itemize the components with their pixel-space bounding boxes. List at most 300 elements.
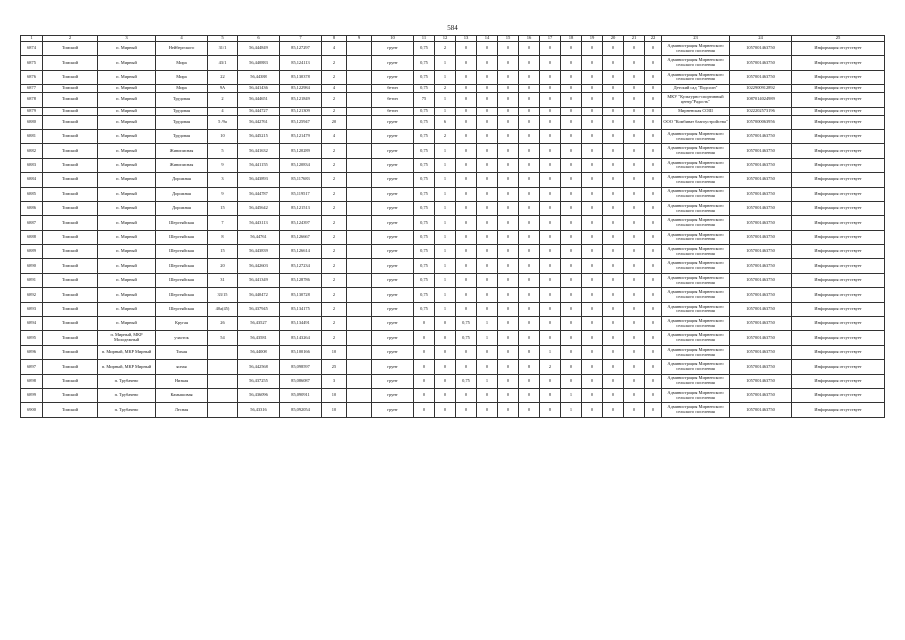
table-cell xyxy=(347,201,372,215)
table-cell: 4 xyxy=(322,129,347,143)
table-cell: 6 xyxy=(435,115,456,129)
page-number: 584 xyxy=(447,24,458,32)
table-cell: 56,445642 xyxy=(238,201,280,215)
table-cell: п. Мирный xyxy=(98,216,156,230)
table-cell: 0 xyxy=(477,288,498,302)
table-cell: Информация отсутствует xyxy=(792,288,885,302)
table-cell: 0 xyxy=(456,259,477,273)
table-cell: 2 xyxy=(435,129,456,143)
table-cell: 0 xyxy=(645,93,662,107)
table-cell: 0 xyxy=(498,245,519,259)
table-cell: 6879 xyxy=(21,107,43,115)
table-cell: 0 xyxy=(519,331,540,345)
table-row xyxy=(21,288,885,302)
table-cell xyxy=(347,288,372,302)
column-header: 22 xyxy=(645,36,662,42)
table-cell: 0 xyxy=(477,345,498,359)
table-cell: 0,75 xyxy=(414,259,435,273)
table-cell: 0 xyxy=(624,273,645,287)
table-cell: 0 xyxy=(498,216,519,230)
table-cell: Администрация Мирненского сельского поселения xyxy=(662,70,730,84)
table-row xyxy=(21,107,885,115)
table-cell: 1057001463750 xyxy=(730,345,792,359)
table-cell: 56,437945 xyxy=(238,302,280,316)
table-cell: 0 xyxy=(540,107,561,115)
table-cell: Информация отсутствует xyxy=(792,42,885,56)
table-cell: 0 xyxy=(582,302,603,316)
table-cell: 0 xyxy=(582,42,603,56)
table-cell: 2 xyxy=(322,216,347,230)
table-cell: 56,440472 xyxy=(238,288,280,302)
table-cell: 85,120834 xyxy=(280,158,322,172)
table-cell: 6889 xyxy=(21,245,43,259)
table-cell: 85,130378 xyxy=(280,70,322,84)
table-cell: 0 xyxy=(456,42,477,56)
table-cell: 0 xyxy=(456,187,477,201)
table-row xyxy=(21,360,885,374)
table-cell: 56,443893 xyxy=(238,173,280,187)
table-cell: 85,125947 xyxy=(280,115,322,129)
table-cell: 0 xyxy=(456,388,477,402)
table-cell: 1057001463750 xyxy=(730,403,792,417)
table-cell: 2 xyxy=(322,259,347,273)
table-cell: 8 xyxy=(208,230,238,244)
table-cell: 0 xyxy=(435,360,456,374)
table-cell xyxy=(347,374,372,388)
table-cell: п. Мирный xyxy=(98,302,156,316)
table-cell: 0,75 xyxy=(414,230,435,244)
table-cell: 56,445215 xyxy=(238,129,280,143)
table-cell: 56,437255 xyxy=(238,374,280,388)
table-cell: 0 xyxy=(603,273,624,287)
table-cell: 0 xyxy=(498,56,519,70)
table-cell: 0 xyxy=(456,70,477,84)
table-cell: 8 xyxy=(519,345,540,359)
table-cell: 0 xyxy=(540,70,561,84)
table-cell: 20 xyxy=(322,115,347,129)
table-cell: 0 xyxy=(456,201,477,215)
table-cell: 0 xyxy=(477,302,498,316)
table-cell: 1 xyxy=(435,56,456,70)
table-cell: Информация отсутствует xyxy=(792,129,885,143)
table-cell: грунт xyxy=(372,115,414,129)
table-cell: 15 xyxy=(208,245,238,259)
table-cell: 0 xyxy=(456,403,477,417)
table-cell: 0 xyxy=(498,273,519,287)
table-cell: 6878 xyxy=(21,93,43,107)
table-cell: 4 xyxy=(322,85,347,93)
table-cell: Администрация Мирненского сельского поселения xyxy=(662,360,730,374)
table-cell xyxy=(347,388,372,402)
table-cell: 56,443113 xyxy=(238,216,280,230)
table-cell: 0 xyxy=(456,85,477,93)
table-cell: грунт xyxy=(372,173,414,187)
table-cell xyxy=(347,158,372,172)
table-cell: 6895 xyxy=(21,331,43,345)
table-cell: Информация отсутствует xyxy=(792,230,885,244)
table-cell: 0 xyxy=(582,230,603,244)
table-cell: 0 xyxy=(624,216,645,230)
table-cell: 1057001463750 xyxy=(730,317,792,331)
table-cell: п. Мирный xyxy=(98,93,156,107)
table-cell: 6894 xyxy=(21,317,43,331)
table-cell: 0 xyxy=(603,302,624,316)
table-cell: Администрация Мирненского сельского поселения xyxy=(662,288,730,302)
table-cell: 0 xyxy=(582,201,603,215)
table-cell: п. Мирный, МКР Мирный xyxy=(98,345,156,359)
table-cell: 0 xyxy=(540,173,561,187)
table-cell: 1 xyxy=(435,144,456,158)
table-cell: 0,75 xyxy=(414,158,435,172)
table-cell: 0 xyxy=(624,42,645,56)
table-cell: 0 xyxy=(498,288,519,302)
table-cell: 6888 xyxy=(21,230,43,244)
table-cell: Мира xyxy=(156,56,208,70)
table-cell: 2 xyxy=(540,360,561,374)
column-header: 1 xyxy=(21,36,43,42)
table-cell: 0 xyxy=(645,374,662,388)
table-cell: 0 xyxy=(645,388,662,402)
table-cell: 0 xyxy=(498,388,519,402)
table-cell: 0 xyxy=(498,317,519,331)
table-cell: п. Мирный xyxy=(98,273,156,287)
table-cell: Информация отсутствует xyxy=(792,201,885,215)
table-cell: 3 xyxy=(208,173,238,187)
table-cell: п. Мирный xyxy=(98,129,156,143)
table-cell: 9А xyxy=(208,85,238,93)
table-cell: 0 xyxy=(519,388,540,402)
table-cell: 1 xyxy=(561,403,582,417)
table-cell: 1 xyxy=(435,245,456,259)
table-cell xyxy=(347,360,372,374)
table-row xyxy=(21,245,885,259)
table-cell: 0 xyxy=(540,331,561,345)
table-cell: 1 xyxy=(435,288,456,302)
table-cell: Дорожная xyxy=(156,173,208,187)
table-cell: 6877 xyxy=(21,85,43,93)
table-cell: участок xyxy=(156,331,208,345)
table-cell: 1 xyxy=(435,273,456,287)
table-cell: 1057001463750 xyxy=(730,360,792,374)
column-header: 6 xyxy=(238,36,280,42)
table-cell: 0 xyxy=(603,216,624,230)
table-cell: 56,441155 xyxy=(238,158,280,172)
table-cell: 0 xyxy=(645,230,662,244)
table-cell: 85,124397 xyxy=(280,216,322,230)
table-cell: Томский xyxy=(43,93,98,107)
table-cell: 0 xyxy=(477,403,498,417)
table-cell: п. Мирный xyxy=(98,230,156,244)
table-cell: 1057001463750 xyxy=(730,173,792,187)
table-cell: 31/1 xyxy=(208,42,238,56)
table-cell: 2 xyxy=(208,93,238,107)
table-cell: 0 xyxy=(645,245,662,259)
table-cell: 5 xyxy=(208,144,238,158)
table-cell: 56,44008 xyxy=(238,345,280,359)
table-cell: 0 xyxy=(561,85,582,93)
table-cell: Администрация Мирненского сельского поселения xyxy=(662,388,730,402)
table-cell: 0 xyxy=(561,317,582,331)
table-cell: 2 xyxy=(322,107,347,115)
table-cell: 0 xyxy=(477,216,498,230)
table-cell: 0 xyxy=(477,187,498,201)
table-cell: 0 xyxy=(603,288,624,302)
table-cell: 0 xyxy=(540,216,561,230)
table-cell: п. Мирный xyxy=(98,56,156,70)
table-cell: 0 xyxy=(519,317,540,331)
table-cell: 0,75 xyxy=(414,107,435,115)
table-cell: 0 xyxy=(561,288,582,302)
table-cell: 0 xyxy=(540,317,561,331)
table-cell: Информация отсутствует xyxy=(792,158,885,172)
table-cell xyxy=(347,273,372,287)
table-cell: 0 xyxy=(645,331,662,345)
table-cell: 0 xyxy=(414,360,435,374)
table-cell: 0 xyxy=(477,144,498,158)
table-cell: 0 xyxy=(603,93,624,107)
table-row xyxy=(21,187,885,201)
table-cell: 2 xyxy=(322,158,347,172)
table-cell: 6874 xyxy=(21,42,43,56)
table-cell: 0 xyxy=(477,201,498,215)
table-cell: 0 xyxy=(624,115,645,129)
table-cell: 0 xyxy=(645,403,662,417)
table-cell: 0 xyxy=(561,93,582,107)
table-cell: 56,441349 xyxy=(238,273,280,287)
table-cell: 0 xyxy=(477,129,498,143)
table-cell: 1057001463750 xyxy=(730,388,792,402)
table-cell: 0 xyxy=(624,374,645,388)
table-cell: 1 xyxy=(477,374,498,388)
table-cell: 0 xyxy=(498,42,519,56)
table-cell: 85,120289 xyxy=(280,144,322,158)
table-cell xyxy=(208,403,238,417)
table-cell: 10 xyxy=(208,129,238,143)
table-cell: 0 xyxy=(519,107,540,115)
table-cell: грунт xyxy=(372,360,414,374)
table-cell: 0 xyxy=(561,70,582,84)
table-cell: 0 xyxy=(519,273,540,287)
table-cell: 56,444787 xyxy=(238,187,280,201)
table-cell: 6898 xyxy=(21,374,43,388)
table-cell: 85,117683 xyxy=(280,173,322,187)
table-cell: 56,444727 xyxy=(238,107,280,115)
table-row xyxy=(21,158,885,172)
table-cell: 56,442761 xyxy=(238,115,280,129)
table-cell: 0 xyxy=(582,187,603,201)
table-cell: Администрация Мирненского сельского поселения xyxy=(662,158,730,172)
table-cell: 0 xyxy=(540,245,561,259)
table-cell: 0 xyxy=(456,129,477,143)
table-cell: 56,442568 xyxy=(238,360,280,374)
table-cell: 0 xyxy=(477,42,498,56)
table-cell: 6900 xyxy=(21,403,43,417)
table-row xyxy=(21,93,885,107)
table-cell: Администрация Мирненского сельского поселения xyxy=(662,42,730,56)
table-cell: 1 xyxy=(435,93,456,107)
table-cell: 6880 xyxy=(21,115,43,129)
table-cell: 0,75 xyxy=(414,245,435,259)
table-cell: 85,098597 xyxy=(280,360,322,374)
table-cell: 0 xyxy=(603,259,624,273)
column-header: 10 xyxy=(372,36,414,42)
table-cell: 0 xyxy=(645,273,662,287)
table-cell: 8 xyxy=(540,403,561,417)
table-cell: 56,43316 xyxy=(238,403,280,417)
table-cell: 85,126667 xyxy=(280,230,322,244)
table-cell: Информация отсутствует xyxy=(792,85,885,93)
table-cell: 1057001463750 xyxy=(730,201,792,215)
table-cell xyxy=(347,42,372,56)
table-cell: 85,134175 xyxy=(280,302,322,316)
table-cell: 1057001463750 xyxy=(730,288,792,302)
registry-table xyxy=(20,35,885,418)
table-cell: 0 xyxy=(456,115,477,129)
table-row xyxy=(21,374,885,388)
table-row xyxy=(21,317,885,331)
table-cell: 0 xyxy=(624,107,645,115)
table-cell: 0 xyxy=(582,93,603,107)
table-cell: 56,444849 xyxy=(238,42,280,56)
table-cell: Трудовая xyxy=(156,93,208,107)
table-row xyxy=(21,216,885,230)
table-cell: ООО "Комбинат благоустройства" xyxy=(662,115,730,129)
table-cell: Живописная xyxy=(156,158,208,172)
table-cell: 0 xyxy=(477,56,498,70)
table-cell: 85,143264 xyxy=(280,331,322,345)
table-cell: 56,44761 xyxy=(238,230,280,244)
table-cell: 0 xyxy=(645,259,662,273)
table-cell: 0 xyxy=(456,56,477,70)
table-cell: 1057001463750 xyxy=(730,129,792,143)
table-cell: 0 xyxy=(645,216,662,230)
table-cell: Шерстяйская xyxy=(156,302,208,316)
table-cell: 0 xyxy=(645,317,662,331)
table-cell: 1 xyxy=(435,107,456,115)
table-cell: грунт xyxy=(372,230,414,244)
table-cell: 0 xyxy=(582,388,603,402)
table-cell xyxy=(347,403,372,417)
table-cell: 10 xyxy=(322,403,347,417)
table-cell: п. Мирный xyxy=(98,245,156,259)
table-cell: 85,130728 xyxy=(280,288,322,302)
table-cell: 0 xyxy=(540,187,561,201)
table-cell: 0 xyxy=(561,302,582,316)
table-cell: грунт xyxy=(372,259,414,273)
table-cell: 0 xyxy=(456,245,477,259)
column-header: 9 xyxy=(347,36,372,42)
table-cell: 0 xyxy=(582,259,603,273)
table-cell: 0 xyxy=(624,230,645,244)
table-cell: 9 xyxy=(208,158,238,172)
table-cell: 0 xyxy=(582,360,603,374)
table-cell: 0,75 xyxy=(414,42,435,56)
column-header: 5 xyxy=(208,36,238,42)
table-cell: 0 xyxy=(477,360,498,374)
table-cell: 0 xyxy=(624,245,645,259)
table-cell: 1057001463750 xyxy=(730,331,792,345)
table-cell: Трудовая xyxy=(156,115,208,129)
table-cell: 0 xyxy=(582,288,603,302)
table-cell: 0 xyxy=(624,173,645,187)
table-row xyxy=(21,302,885,316)
table-row xyxy=(21,70,885,84)
table-cell: 0 xyxy=(456,230,477,244)
table-cell: 9 xyxy=(208,187,238,201)
table-cell: 2 xyxy=(322,144,347,158)
table-cell: 0 xyxy=(456,144,477,158)
table-cell: 1 xyxy=(435,201,456,215)
table-cell: Томский xyxy=(43,403,98,417)
table-cell: 0 xyxy=(498,93,519,107)
table-cell: 0 xyxy=(456,345,477,359)
table-cell: 0 xyxy=(645,187,662,201)
table-cell: 0 xyxy=(645,85,662,93)
table-cell: Информация отсутствует xyxy=(792,107,885,115)
table-cell: 0 xyxy=(435,403,456,417)
table-cell xyxy=(347,230,372,244)
table-cell: 1057001463750 xyxy=(730,56,792,70)
table-cell: 0 xyxy=(561,331,582,345)
table-cell: 0,75 xyxy=(414,129,435,143)
table-cell: 0 xyxy=(624,158,645,172)
table-row xyxy=(21,129,885,143)
table-cell: 0 xyxy=(561,144,582,158)
table-cell: грунт xyxy=(372,345,414,359)
table-cell: 0 xyxy=(561,129,582,143)
table-cell: п. Мирный, МКР Мирный xyxy=(98,360,156,374)
table-cell: 0 xyxy=(498,374,519,388)
table-cell: 1057001463750 xyxy=(730,374,792,388)
table-cell: 56,440883 xyxy=(238,56,280,70)
table-cell: Мира xyxy=(156,70,208,84)
table-cell: 6885 xyxy=(21,187,43,201)
table-cell: 1057001463750 xyxy=(730,158,792,172)
table-cell: Администрация Мирненского сельского поселения xyxy=(662,345,730,359)
table-cell: 0 xyxy=(498,201,519,215)
table-cell: 0 xyxy=(435,345,456,359)
table-row xyxy=(21,403,885,417)
table-cell: Информация отсутствует xyxy=(792,93,885,107)
table-cell: Томский xyxy=(43,388,98,402)
table-cell: Камышовая xyxy=(156,388,208,402)
table-cell: 0 xyxy=(414,331,435,345)
table-row xyxy=(21,85,885,93)
table-cell: 0 xyxy=(561,245,582,259)
table-cell: 0 xyxy=(519,70,540,84)
table-cell: 8 xyxy=(540,388,561,402)
table-cell: 2 xyxy=(322,317,347,331)
table-cell xyxy=(347,93,372,107)
table-cell: 0,75 xyxy=(414,85,435,93)
table-cell: 0 xyxy=(582,115,603,129)
table-cell: 0 xyxy=(477,230,498,244)
table-cell: грунт xyxy=(372,129,414,143)
table-cell: 0 xyxy=(603,158,624,172)
table-cell: Лесная xyxy=(156,403,208,417)
table-cell: 0 xyxy=(603,374,624,388)
table-cell: 0 xyxy=(624,93,645,107)
table-cell: Дорожная xyxy=(156,201,208,215)
table-cell: 0 xyxy=(435,317,456,331)
table-cell: 0 xyxy=(519,403,540,417)
table-cell: п. Мирный xyxy=(98,201,156,215)
table-cell: 0 xyxy=(603,42,624,56)
table-cell: 1 xyxy=(540,345,561,359)
table-cell: 0 xyxy=(624,201,645,215)
table-cell xyxy=(347,259,372,273)
table-cell: Администрация Мирненского сельского поселения xyxy=(662,56,730,70)
